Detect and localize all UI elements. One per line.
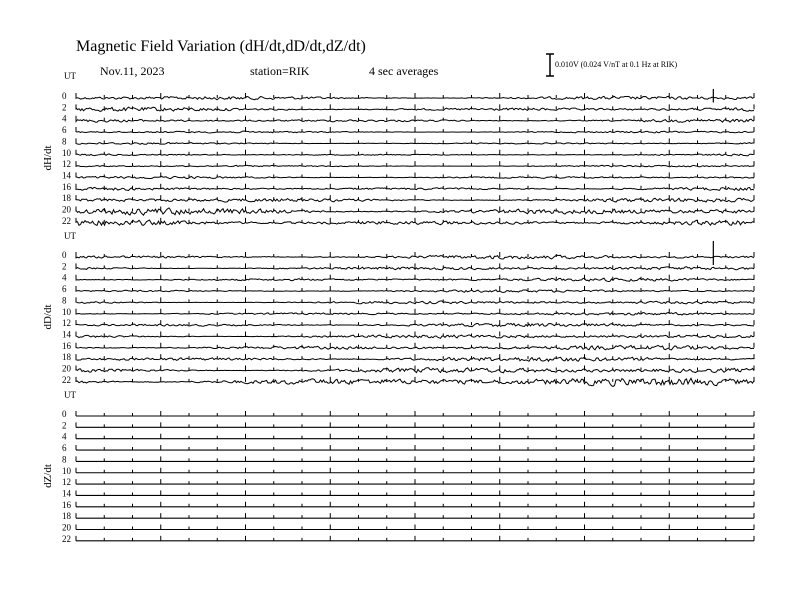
tick-marks [76, 445, 754, 450]
tick-marks [76, 366, 754, 371]
averaging-label: 4 sec averages [369, 64, 439, 78]
hour-tick-label: 22 [62, 533, 71, 544]
hour-tick-label: 4 [62, 431, 67, 442]
hour-tick-label: 2 [62, 420, 67, 431]
tick-marks [76, 161, 754, 166]
panel-dD-dt [42, 231, 754, 386]
tick-marks [76, 320, 754, 325]
hour-tick-label: 6 [62, 125, 67, 136]
hour-tick-label: 22 [62, 215, 71, 226]
hour-tick-label: 16 [62, 340, 71, 351]
tick-marks [76, 422, 754, 427]
hour-tick-label: 10 [62, 306, 71, 317]
tick-marks [76, 172, 754, 177]
tick-marks [76, 434, 754, 439]
hour-tick-label: 14 [62, 329, 71, 340]
tick-marks [76, 218, 754, 223]
hour-tick-label: 8 [62, 136, 67, 147]
tick-marks [76, 513, 754, 518]
hour-tick-label: 18 [62, 511, 71, 522]
hour-tick-label: 10 [62, 465, 71, 476]
tick-marks [76, 195, 754, 200]
tick-marks [76, 502, 754, 507]
hour-tick-label: 10 [62, 147, 71, 158]
hour-tick-label: 6 [62, 443, 67, 454]
hour-tick-label: 14 [62, 488, 71, 499]
station-label: station=RIK [250, 64, 310, 78]
hour-tick-label: 16 [62, 499, 71, 510]
hour-tick-label: 0 [62, 91, 67, 101]
hour-tick-label: 14 [62, 170, 71, 181]
hour-tick-label: 20 [62, 204, 71, 215]
hour-tick-label: 0 [62, 409, 67, 419]
tick-marks [76, 354, 754, 359]
hour-tick-label: 4 [62, 113, 67, 124]
time-axis-label: UT [64, 71, 76, 81]
hour-tick-label: 16 [62, 181, 71, 192]
panel-label: dD/dt [42, 304, 54, 330]
panel-dH-dt [42, 71, 754, 226]
tick-marks [76, 468, 754, 473]
panel-dZ-dt [42, 390, 754, 544]
tick-marks [76, 331, 754, 336]
hour-tick-label: 8 [62, 454, 67, 465]
hour-tick-label: 12 [62, 477, 71, 488]
tick-marks [76, 138, 754, 143]
hour-tick-label: 6 [62, 284, 67, 295]
hour-tick-label: 12 [62, 318, 71, 329]
tick-marks [76, 525, 754, 530]
tick-marks [76, 456, 754, 461]
time-axis-label: UT [64, 231, 76, 241]
tick-marks [76, 490, 754, 495]
tick-marks [76, 411, 754, 416]
hour-tick-label: 0 [62, 250, 67, 260]
tick-marks [76, 479, 754, 484]
chart-title: Magnetic Field Variation (dH/dt,dD/dt,dZ/dt) [76, 38, 366, 55]
time-axis-label: UT [64, 390, 76, 400]
hour-tick-label: 4 [62, 272, 67, 283]
hour-tick-label: 20 [62, 522, 71, 533]
hour-tick-label: 18 [62, 193, 71, 204]
hour-tick-label: 2 [62, 261, 67, 272]
hour-tick-label: 18 [62, 352, 71, 363]
date-label: Nov.11, 2023 [100, 64, 165, 78]
hour-tick-label: 22 [62, 374, 71, 385]
tick-marks [76, 150, 754, 155]
scale-note: 0.010V (0.024 V/nT at 0.1 Hz at RIK) [555, 60, 678, 69]
hour-tick-label: 8 [62, 295, 67, 306]
hour-tick-label: 12 [62, 159, 71, 170]
panel-label: dH/dt [42, 145, 54, 171]
hour-tick-label: 2 [62, 102, 67, 113]
tick-marks [76, 536, 754, 541]
hour-tick-label: 20 [62, 363, 71, 374]
panel-label: dZ/dt [42, 464, 54, 488]
scale-bar [546, 54, 554, 76]
